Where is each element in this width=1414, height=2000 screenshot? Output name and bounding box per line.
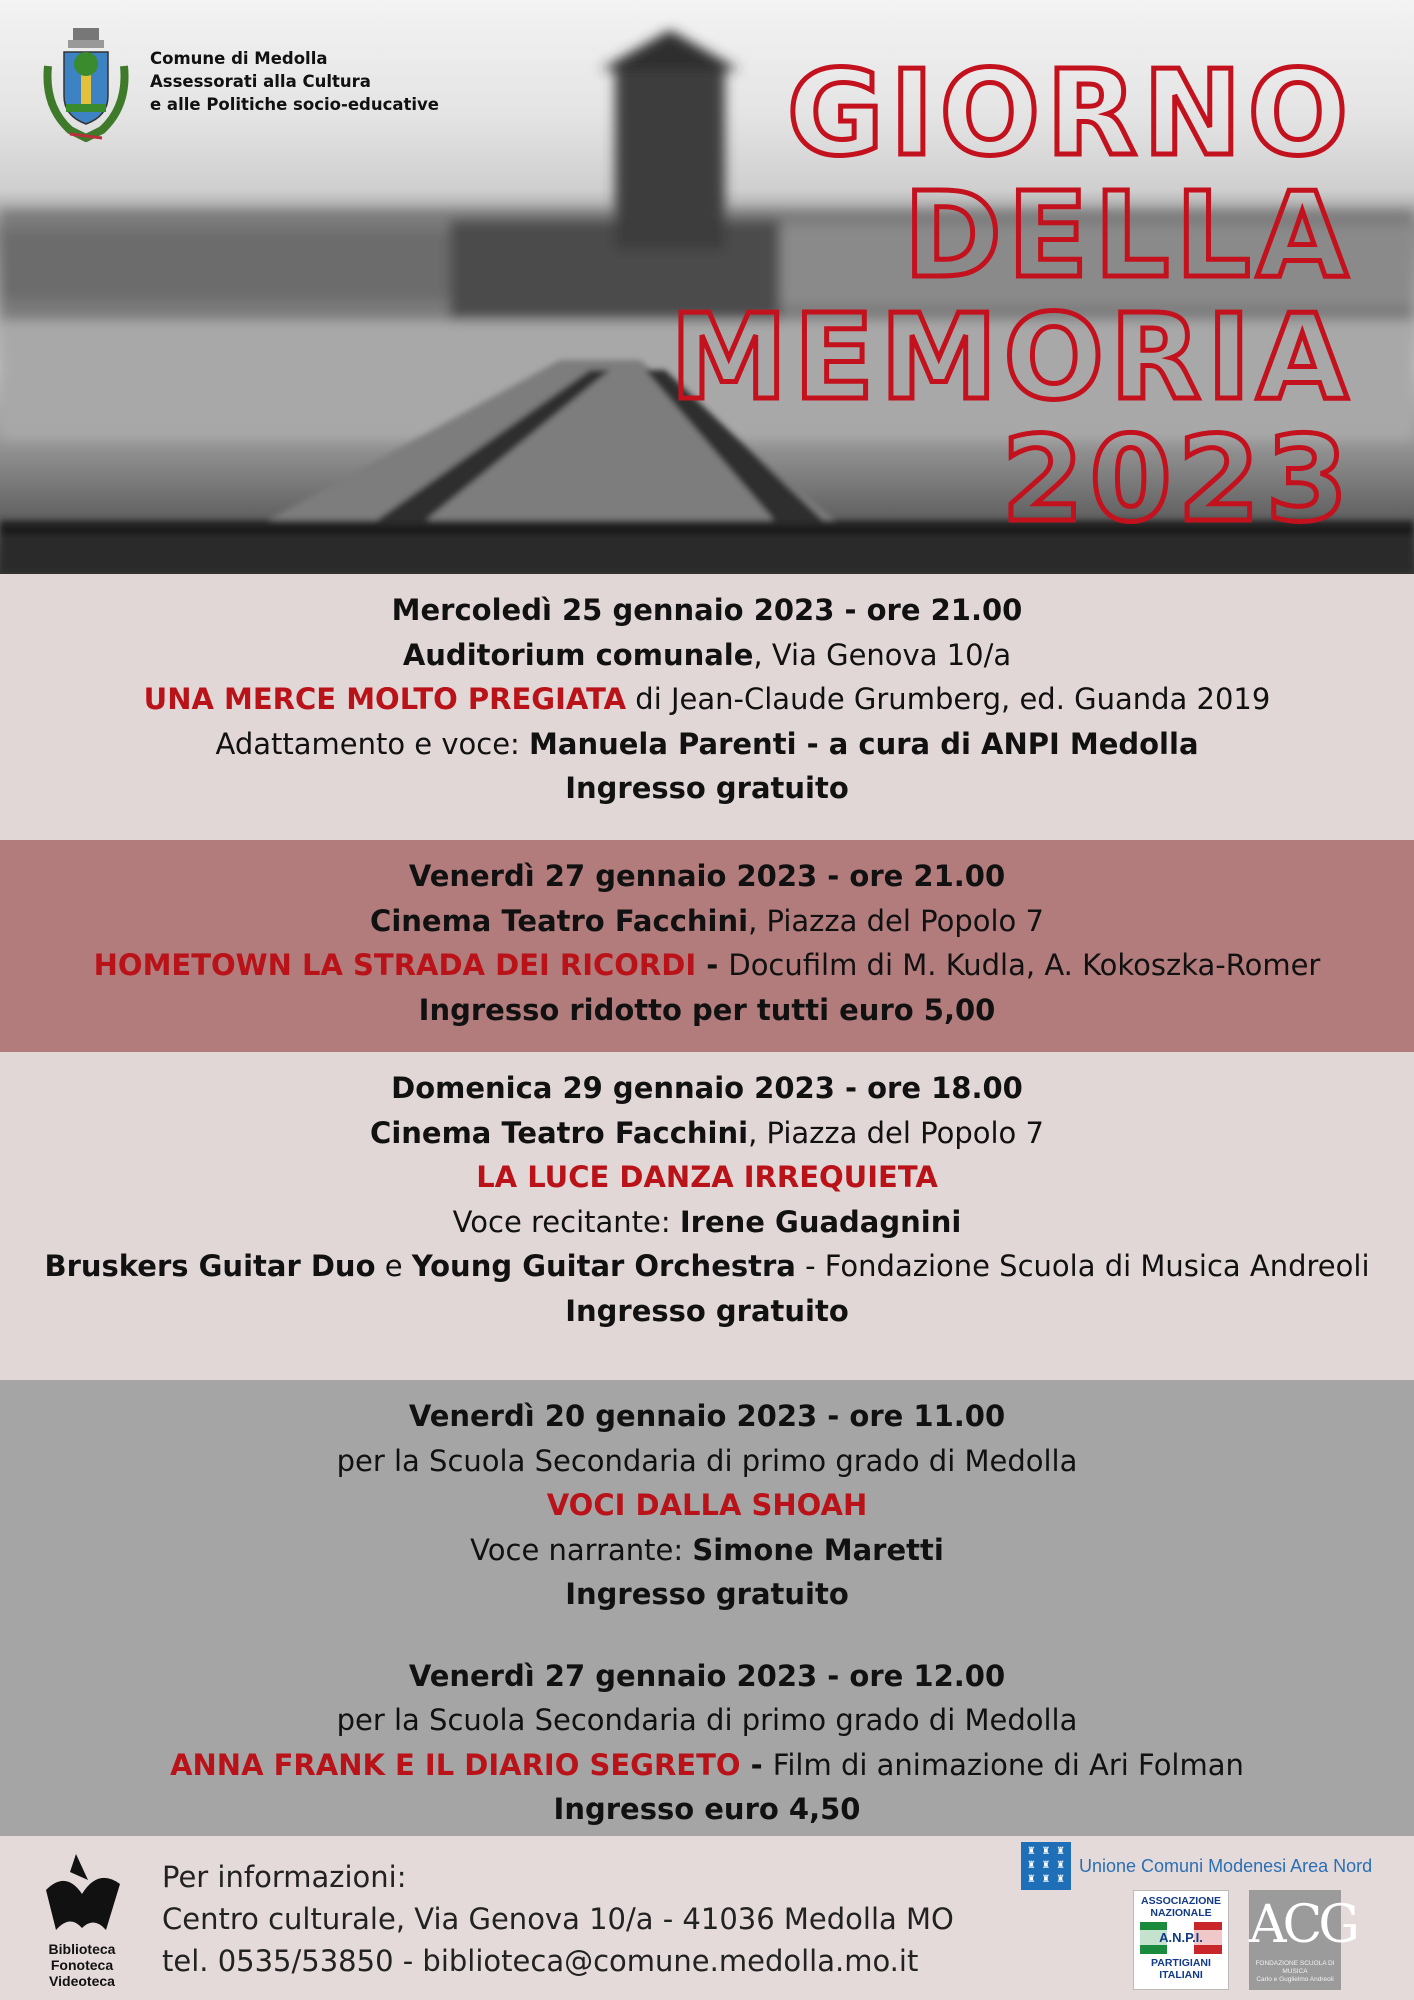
event-address: , Via Genova 10/a [753,637,1012,672]
event-2 [0,840,1414,1052]
event-credit-label: Voce narrante: [470,1532,693,1567]
event-credit-value: Irene Guadagnini [679,1204,962,1239]
event-entry: Ingresso gratuito [565,1293,849,1328]
event-detail: Film di animazione di Ari Folman [772,1747,1244,1782]
event-title: LA LUCE DANZA IRREQUIETA [476,1160,938,1194]
event-date: Venerdì 27 gennaio 2023 - ore 12.00 [408,1658,1006,1693]
acg-line-1: FONDAZIONE SCUOLA DI MUSICA [1255,1960,1335,1975]
event-detail: di Jean-Claude Grumberg, ed. Guanda 2019 [626,682,1271,716]
event-date: Mercoledì 25 gennaio 2023 - ore 21.00 [391,593,1023,627]
info-address: Centro culturale, Via Genova 10/a - 41036 Medolla MO [162,1902,954,1936]
event-venue: Cinema Teatro Facchini [370,1115,749,1150]
event-3 [0,1052,1414,1380]
event-audience: per la Scuola Secondaria di primo grado di Medolla [336,1703,1078,1737]
event-title-line [0,943,1414,988]
event-conj: e [375,1249,412,1283]
poster-title [670,44,1354,548]
event-group-detail: - Fondazione Scuola di Musica Andreoli [795,1249,1370,1283]
comune-crest-icon [40,26,132,142]
anpi-acronym: A.N.P.I. [1140,1930,1222,1945]
event-audience: per la Scuola Secondaria di primo grado di Medolla [336,1443,1078,1478]
comune-block [40,26,439,142]
anpi-line-1: ASSOCIAZIONE [1141,1895,1221,1907]
title-line-2: DELLA [903,166,1354,304]
event-venue: Cinema Teatro Facchini [370,903,749,938]
contact-info [162,1856,954,1982]
header-image [0,0,1414,574]
comune-name: Comune di Medolla [150,49,328,68]
event-group-2: Young Guitar Orchestra [411,1249,796,1283]
title-line-1: GIORNO [787,44,1354,182]
event-dash: - [740,1747,773,1782]
event-address: , Piazza del Popolo 7 [748,903,1044,938]
event-title: ANNA FRANK E IL DIARIO SEGRETO [170,1747,741,1782]
acg-mark: ACG [1249,1895,1356,1955]
comune-department: Assessorati alla Cultura [150,72,371,91]
event-credit-label: Adattamento e voce: [215,726,530,761]
event-credit-label: Voce recitante: [452,1204,680,1239]
anpi-line-4: PARTIGIANI [1151,1957,1211,1969]
event-title: VOCI DALLA SHOAH [546,1488,868,1522]
anpi-line-5: ITALIANI [1159,1969,1203,1981]
event-date: Venerdì 27 gennaio 2023 - ore 21.00 [408,859,1006,893]
event-dash: - [696,948,729,982]
event-credit-line [0,1528,1414,1573]
library-logo-text-3: Videoteca [49,1973,115,1989]
event-entry: Ingresso gratuito [565,771,849,805]
unione-logo [1021,1842,1372,1890]
event-venue-line [0,633,1414,678]
event-performers-line [0,1244,1414,1289]
event-entry: Ingresso ridotto per tutti euro 5,00 [418,992,996,1027]
title-line-3: MEMORIA [670,288,1354,426]
event-4 [0,1394,1414,1617]
event-credit-line [0,1200,1414,1245]
event-title-line [0,677,1414,722]
anpi-flag-icon [1140,1922,1222,1954]
event-title: HOMETOWN LA STRADA DEI RICORDI [93,948,697,982]
event-venue-line [0,899,1414,944]
event-5 [0,1654,1414,1832]
school-events [0,1380,1414,1836]
event-title: UNA MERCE MOLTO PREGIATA [143,682,627,716]
event-entry: Ingresso gratuito [565,1577,849,1611]
event-date: Venerdì 20 gennaio 2023 - ore 11.00 [408,1399,1006,1433]
unione-label: Unione Comuni Modenesi Area Nord [1079,1855,1373,1876]
event-group-1: Bruskers Guitar Duo [44,1249,376,1283]
event-title-line [0,1743,1414,1788]
event-entry: Ingresso euro 4,50 [553,1792,861,1826]
acg-line-2: Carlo e Guglielmo Andreoli [1256,1976,1334,1983]
anpi-logo [1133,1890,1229,1990]
footer [0,1836,1414,2000]
event-venue: Auditorium comunale [402,637,754,672]
spacer [0,1617,1414,1654]
acg-logo [1249,1890,1356,1990]
event-date: Domenica 29 gennaio 2023 - ore 18.00 [391,1071,1023,1105]
library-logo [36,1850,128,1990]
library-logo-text-2: Fonoteca [50,1957,114,1973]
event-venue-line [0,1111,1414,1156]
event-credit-value: Simone Maretti [692,1532,944,1567]
info-contact: tel. 0535/53850 - biblioteca@comune.medolla.mo.it [162,1944,919,1978]
anpi-line-2: NAZIONALE [1150,1907,1212,1919]
event-credit-value: Manuela Parenti - a cura di ANPI Medolla [529,726,1199,761]
event-detail: Docufilm di M. Kudla, A. Kokoszka-Romer [728,948,1321,982]
info-label: Per informazioni: [162,1860,407,1894]
title-line-4: 2023 [1001,410,1354,548]
unione-emblem-icon: ♜ ♜ ♜ ♜ ♜ ♜ ♜ ♜ ♜ [1021,1842,1071,1890]
event-credit-line [0,722,1414,767]
event-address: , Piazza del Popolo 7 [748,1115,1044,1150]
library-logo-text-1: Biblioteca [48,1941,116,1957]
event-1 [0,574,1414,840]
comune-department-2: e alle Politiche socio-educative [150,95,439,114]
